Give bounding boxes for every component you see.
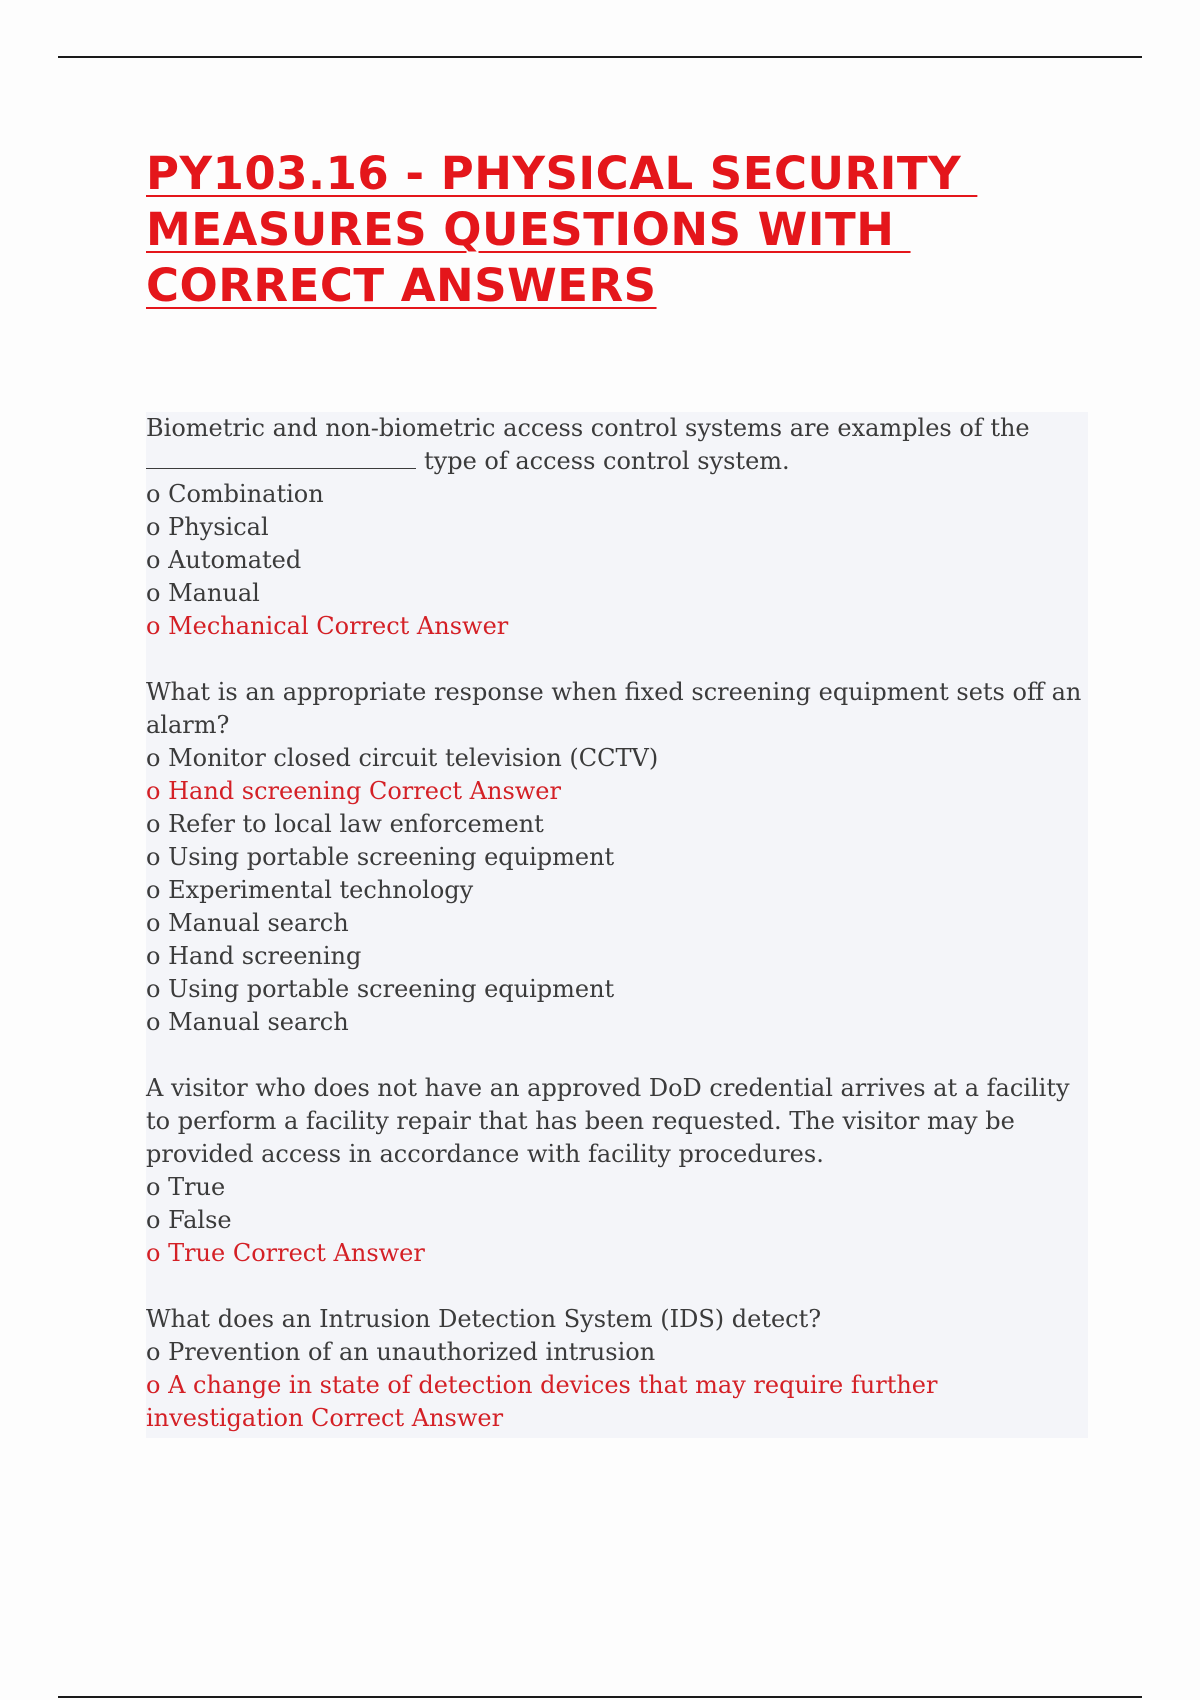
option: o Monitor closed circuit television (CCTV) bbox=[146, 744, 659, 772]
question-text: What is an appropriate response when fixed screening equipment sets off an alarm? bbox=[146, 678, 1082, 739]
option: o Manual bbox=[146, 579, 260, 607]
header-rule bbox=[58, 56, 1142, 58]
option: o Automated bbox=[146, 546, 302, 574]
correct-answer: o A change in state of detection devices that may require further investigation Correct Answer bbox=[146, 1371, 938, 1432]
option: o Manual search bbox=[146, 909, 349, 937]
question-text-part-2: type of access control system. bbox=[424, 447, 790, 475]
question-1 bbox=[146, 412, 1088, 643]
document-title bbox=[146, 146, 1046, 314]
question-2 bbox=[146, 676, 1088, 1039]
question-text bbox=[146, 412, 1088, 478]
option: o Physical bbox=[146, 513, 269, 541]
option: o Experimental technology bbox=[146, 876, 474, 904]
question-text-part-1: Biometric and non-biometric access control systems are examples of the bbox=[146, 414, 1030, 442]
option: o False bbox=[146, 1206, 232, 1234]
option: o Manual search bbox=[146, 1008, 349, 1036]
footer-rule bbox=[58, 1696, 1142, 1698]
question-4 bbox=[146, 1303, 1088, 1435]
correct-answer: o True Correct Answer bbox=[146, 1239, 425, 1267]
option: o Hand screening bbox=[146, 942, 362, 970]
option: o Using portable screening equipment bbox=[146, 975, 615, 1003]
correct-answer: o Hand screening Correct Answer bbox=[146, 777, 561, 805]
option: o Prevention of an unauthorized intrusion bbox=[146, 1338, 656, 1366]
option: o Combination bbox=[146, 480, 324, 508]
title-line-1: PY103.16 - PHYSICAL SECURITY bbox=[146, 147, 978, 200]
fill-in-blank bbox=[146, 446, 416, 469]
option: o Using portable screening equipment bbox=[146, 843, 615, 871]
title-line-2: MEASURES QUESTIONS WITH bbox=[146, 203, 911, 256]
title-line-3: CORRECT ANSWERS bbox=[146, 259, 657, 312]
option: o True bbox=[146, 1173, 226, 1201]
correct-answer: o Mechanical Correct Answer bbox=[146, 612, 509, 640]
questions-section bbox=[146, 412, 1088, 1438]
question-text: A visitor who does not have an approved DoD credential arrives at a facility to perform a facility repair that has been requested. The visitor may be provided access in accordance with facility procedures. bbox=[146, 1074, 1070, 1168]
option: o Refer to local law enforcement bbox=[146, 810, 544, 838]
question-text: What does an Intrusion Detection System (IDS) detect? bbox=[146, 1305, 822, 1333]
question-3 bbox=[146, 1072, 1088, 1270]
